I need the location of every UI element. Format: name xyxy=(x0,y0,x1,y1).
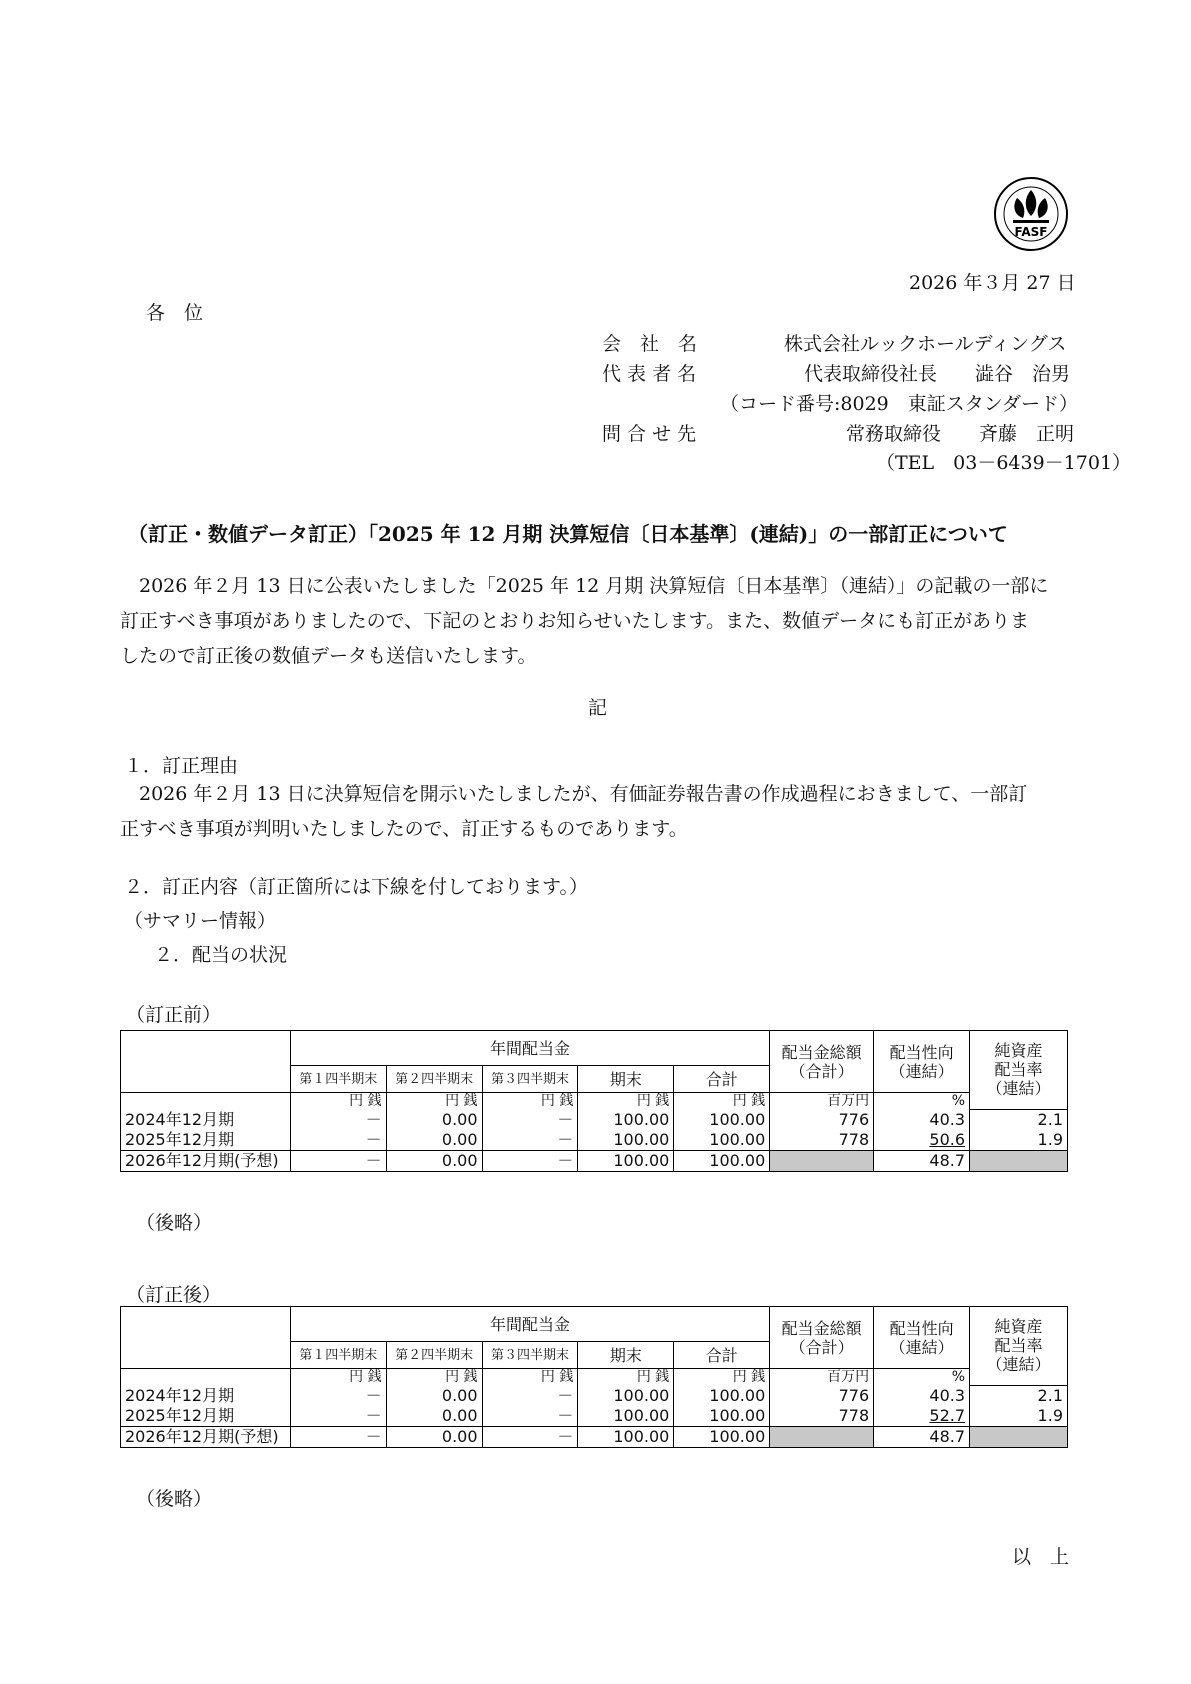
table-row: 2025年12月期 － 0.00 － 100.00 100.00 778 52.7 1.9 xyxy=(121,1406,1068,1427)
units-blank xyxy=(121,1369,291,1386)
unit-percent: % xyxy=(874,1093,970,1110)
unit-yen: 円 銭 xyxy=(482,1093,578,1110)
unit-million: 百万円 xyxy=(770,1369,874,1386)
unit-million: 百万円 xyxy=(770,1093,874,1110)
unit-yen: 円 銭 xyxy=(386,1093,482,1110)
contact-value: 常務取締役 斉藤 正明 xyxy=(846,423,1075,445)
header-total-amount: 配当金総額 （合計） xyxy=(770,1031,874,1093)
section2-heading: ２．訂正内容（訂正箇所には下線を付しております。） xyxy=(124,876,588,898)
company-name-label: 会 社 名 xyxy=(602,333,698,355)
corrected-value: 50.6 xyxy=(929,1130,966,1149)
section1-line: 2026 年２月 13 日に決算短信を開示いたしましたが、有価証券報告書の作成過程におきまして、一部訂 xyxy=(120,783,1028,805)
representative-value: 代表取締役社長 澁谷 治男 xyxy=(804,363,1071,385)
addressee: 各 位 xyxy=(146,302,204,324)
unit-percent: % xyxy=(874,1369,970,1386)
header-annual: 年間配当金 xyxy=(290,1307,769,1342)
intro-line: 2026 年２月 13 日に公表いたしました「2025 年 12 月期 決算短信〔日本基準〕（連結）」の記載の一部に xyxy=(120,575,1049,597)
after-caption: （訂正後） xyxy=(126,1284,222,1306)
code-line: （コード番号:8029 東証スタンダード） xyxy=(720,393,1078,415)
tel-line: （TEL 03－6439－1701） xyxy=(876,452,1132,474)
before-caption: （訂正前） xyxy=(126,1004,222,1026)
intro-line: したので訂正後の数値データも送信いたします。 xyxy=(120,645,537,667)
logo-text: FASF xyxy=(1014,225,1048,239)
unit-yen: 円 銭 xyxy=(578,1369,674,1386)
intro-paragraph xyxy=(120,569,1048,674)
after-omitted-note: （後略） xyxy=(136,1488,213,1510)
table-row: 2025年12月期 － 0.00 － 100.00 100.00 778 50.6 1.9 xyxy=(121,1130,1068,1151)
unit-yen: 円 銭 xyxy=(674,1369,770,1386)
unit-yen: 円 銭 xyxy=(290,1369,386,1386)
header-total: 合計 xyxy=(674,1066,770,1093)
table-row: 2024年12月期 － 0.00 － 100.00 100.00 776 40.3 2.1 xyxy=(121,1109,1068,1130)
corrected-value: 52.7 xyxy=(929,1406,966,1425)
table-row: 2024年12月期 － 0.00 － 100.00 100.00 776 40.3 2.1 xyxy=(121,1385,1068,1406)
header-term-end: 期末 xyxy=(578,1066,674,1093)
unit-yen: 円 銭 xyxy=(386,1369,482,1386)
unit-yen: 円 銭 xyxy=(674,1093,770,1110)
header-q1: 第１四半期末 xyxy=(290,1342,386,1369)
unit-yen: 円 銭 xyxy=(290,1093,386,1110)
representative-label: 代 表 者 名 xyxy=(602,363,697,385)
header-q3: 第３四半期末 xyxy=(482,1342,578,1369)
company-name-value: 株式会社ルックホールディングス xyxy=(784,333,1067,355)
header-payout: 配当性向 （連結） xyxy=(874,1031,970,1093)
header-doe: 純資産 配当率 （連結） xyxy=(970,1031,1068,1110)
dividend-subheading: ２．配当の状況 xyxy=(154,944,288,966)
unit-yen: 円 銭 xyxy=(482,1369,578,1386)
dividend-table-before xyxy=(120,1030,1068,1172)
fasf-logo xyxy=(993,176,1069,252)
units-blank xyxy=(121,1093,291,1110)
header-blank xyxy=(121,1307,291,1369)
ki-marker: 記 xyxy=(588,697,608,719)
header-q2: 第２四半期末 xyxy=(386,1066,482,1093)
header-q1: 第１四半期末 xyxy=(290,1066,386,1093)
before-omitted-note: （後略） xyxy=(136,1212,213,1234)
table-row: 2026年12月期(予想) － 0.00 － 100.00 100.00 48.7 xyxy=(121,1150,1068,1171)
document-date: 2026 年３月 27 日 xyxy=(909,272,1076,294)
table-row: 2026年12月期(予想) － 0.00 － 100.00 100.00 48.7 xyxy=(121,1426,1068,1447)
closing-ijou: 以 上 xyxy=(1012,1546,1070,1568)
section1-body xyxy=(120,777,1027,847)
header-q3: 第３四半期末 xyxy=(482,1066,578,1093)
header-total: 合計 xyxy=(674,1342,770,1369)
unit-yen: 円 銭 xyxy=(578,1093,674,1110)
header-annual: 年間配当金 xyxy=(290,1031,769,1066)
header-q2: 第２四半期末 xyxy=(386,1342,482,1369)
header-doe: 純資産 配当率 （連結） xyxy=(970,1307,1068,1386)
header-term-end: 期末 xyxy=(578,1342,674,1369)
header-payout: 配当性向 （連結） xyxy=(874,1307,970,1369)
intro-line: 訂正すべき事項がありましたので、下記のとおりお知らせいたします。また、数値データにも訂正がありま xyxy=(120,610,1030,632)
summary-label: （サマリー情報） xyxy=(124,910,277,932)
header-blank xyxy=(121,1031,291,1093)
document-title: （訂正・数値データ訂正）「2025 年 12 月期 決算短信〔日本基準〕(連結)」の一部訂正について xyxy=(128,522,1008,546)
header-total-amount: 配当金総額 （合計） xyxy=(770,1307,874,1369)
section1-heading: １．訂正理由 xyxy=(124,755,239,777)
section1-line: 正すべき事項が判明いたしましたので、訂正するものであります。 xyxy=(120,818,688,840)
dividend-table-after xyxy=(120,1306,1068,1448)
contact-label: 問 合 せ 先 xyxy=(602,423,697,445)
